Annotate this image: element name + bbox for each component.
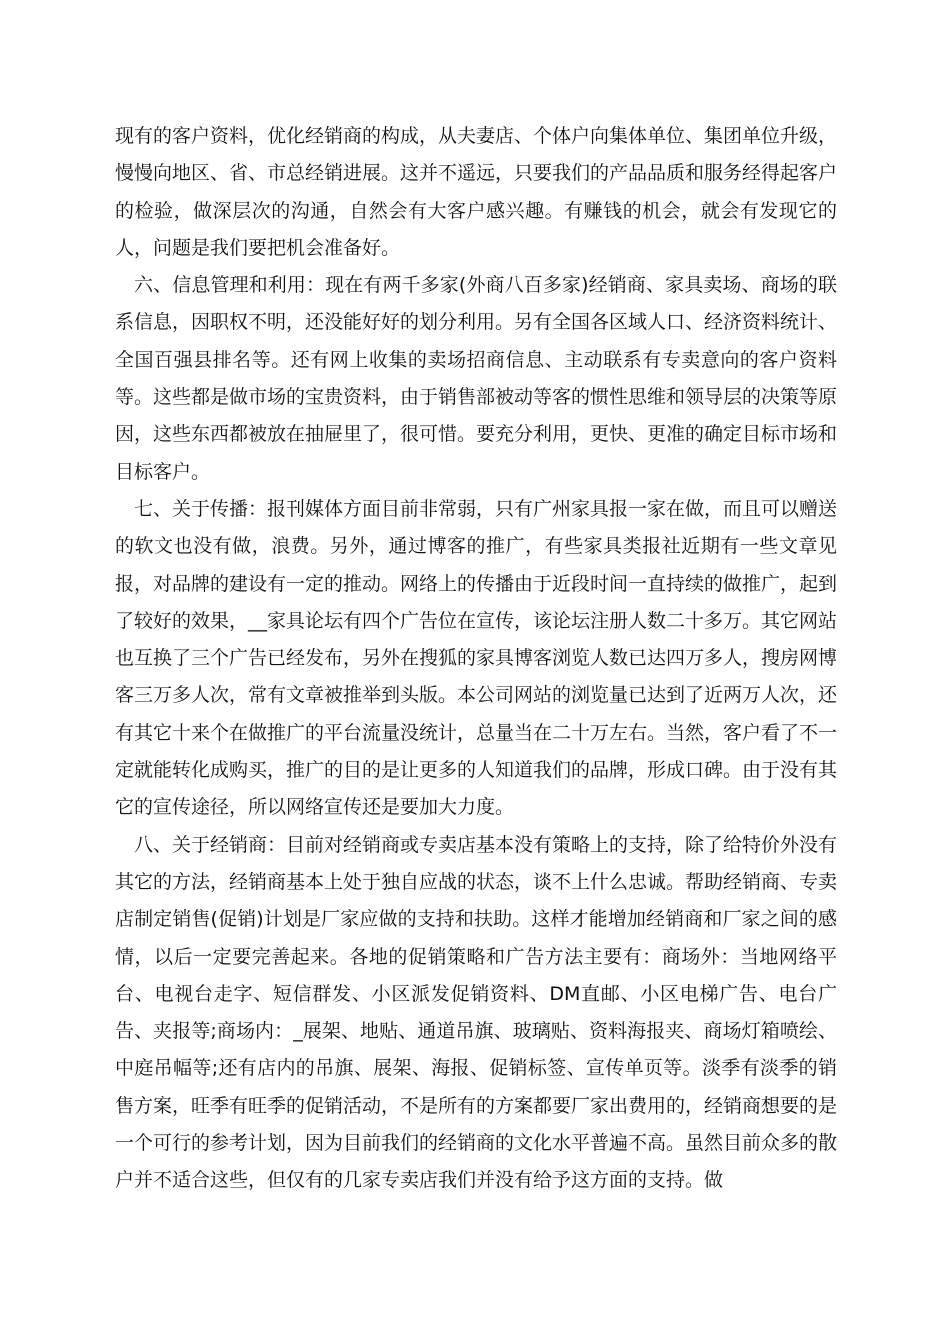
paragraph-communication: 七、关于传播：报刊媒体方面目前非常弱，只有广州家具报一家在做，而且可以赠送的软文也没有做，浪费。另外，通过博客的推广，有些家具类报社近期有一些文章见报，对品牌的建设有一定的推动。网络上的传播由于近段时间一直持续的做推广，起到了较好的效果，__家具论坛有四个广告位在宣传，该论坛注册人数二十多万。其它网站也互换了三个广告已经发布，另外在搜狐的家具博客浏览人数已达四万多人，搜房网博客三万多人次，常有文章被推举到头版。本公司网站的浏览量已达到了近两万人次，还有其它十来个在做推广的平台流量没统计，总量当在二十万左右。当然，客户看了不一定就能转化成购买，推广的目的是让更多的人知道我们的品牌，形成口碑。由于没有其它的宣传途径，所以网络宣传还是要加大力度。 [115, 497, 838, 819]
paragraph-continuation: 现有的客户资料，优化经销商的构成，从夫妻店、个体户向集体单位、集团单位升级，慢慢向地区、省、市总经销进展。这并不遥远，只要我们的产品品质和服务经得起客户的检验，做深层次的沟通，自然会有大客户感兴趣。有赚钱的机会，就会有发现它的人，问题是我们要把机会准备好。 [115, 125, 838, 259]
paragraph-distributors: 八、关于经销商：目前对经销商或专卖店基本没有策略上的支持，除了给特价外没有其它的方法，经销商基本上处于独自应战的状态，谈不上什么忠诚。帮助经销商、专卖店制定销售(促销)计划是厂家应做的支持和扶助。这样才能增加经销商和厂家之间的感情，以后一定要完善起来。各地的促销策略和广告方法主要有：商场外：当地网络平台、电视台走字、短信群发、小区派发促销资料、DM直邮、小区电梯广告、电台广告、夹报等;商场内：_展架、地贴、通道吊旗、玻璃贴、资料海报夹、商场灯箱喷绘、中庭吊幅等;还有店内的吊旗、展架、海报、促销标签、宣传单页等。淡季有淡季的销售方案，旺季有旺季的促销活动，不是所有的方案都要厂家出费用的，经销商想要的是一个可行的参考计划，因为目前我们的经销商的文化水平普遍不高。虽然目前众多的散户并不适合这些，但仅有的几家专卖店我们并没有给予这方面的支持。做 [115, 833, 838, 1192]
paragraph-information-management: 六、信息管理和利用：现在有两千多家(外商八百多家)经销商、家具卖场、商场的联系信息，因职权不明，还没能好好的划分利用。另有全国各区域人口、经济资料统计、全国百强县排名等。还有网上收集的卖场招商信息、主动联系有专卖意向的客户资料等。这些都是做市场的宝贵资料，由于销售部被动等客的惯性思维和领导层的决策等原因，这些东西都被放在抽屉里了，很可惜。要充分利用，更快、更准的确定目标市场和目标客户。 [115, 274, 838, 483]
document-page [115, 118, 837, 1200]
